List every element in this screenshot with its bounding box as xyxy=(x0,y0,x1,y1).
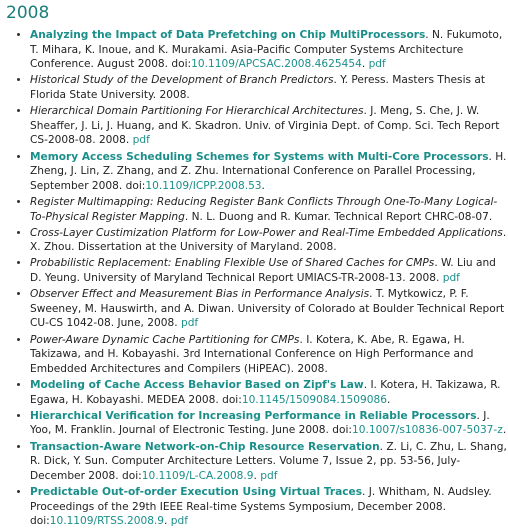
publication-title: Observer Effect and Measurement Bias in Performance Analysis xyxy=(30,288,370,301)
publication-details: . N. L. Duong and R. Kumar. Technical Report CHRC-08-07. xyxy=(184,210,493,223)
publication-item xyxy=(30,485,508,529)
doi-link[interactable]: 10.1109/RTSS.2008.9 xyxy=(49,515,165,528)
publication-item xyxy=(30,378,508,407)
publication-item xyxy=(30,104,508,148)
pdf-link[interactable]: pdf xyxy=(132,134,150,147)
publication-title-link[interactable]: Hierarchical Verification for Increasing Performance in Reliable Processors xyxy=(30,409,477,422)
publication-item xyxy=(30,150,508,194)
doi-suffix: . xyxy=(261,179,265,192)
publication-item xyxy=(30,333,508,377)
publication-title: Register Multimapping: Reducing Register Bank Conflicts Through One-To-Many Logical-To-Physical Register Mapping xyxy=(30,195,498,223)
publication-details: . J. Meng, S. Che, J. W. Sheaffer, J. Li, J. Huang, and K. Skadron. Univ. of Virginia Dept. of Comp. Sci. Tech Report CS-2008-08. 2008. xyxy=(30,105,500,147)
publication-details: . T. Mytkowicz, P. F. Sweeney, M. Hauswirth, and A. Diwan. University of Colorado at Boulder Technical Report CU-CS 1042-08. June, 2008. xyxy=(30,288,505,330)
doi-link[interactable]: 10.1109/L-CA.2008.9 xyxy=(141,469,254,482)
pdf-link[interactable]: pdf xyxy=(180,317,199,330)
publication-details: . W. Liu and D. Yeung. University of Maryland Technical Report UMIACS-TR-2008-13. 2008. xyxy=(30,257,496,285)
doi-suffix: . xyxy=(361,58,369,71)
doi-suffix: . xyxy=(386,393,391,406)
pdf-link[interactable]: pdf xyxy=(260,469,278,482)
publication-title-link[interactable]: Memory Access Scheduling Schemes for Systems with Multi-Core Processors xyxy=(30,150,489,163)
publication-details: . H. Zheng, J. Lin, Z. Zhang, and Z. Zhu. International Conference on Parallel Processing, September 2008. doi: xyxy=(30,150,507,192)
publication-title: Cross-Layer Custimization Platform for Low-Power and Real-Time Embedded Applications xyxy=(30,226,503,239)
publication-list xyxy=(16,28,508,530)
publication-item xyxy=(30,28,508,72)
doi-suffix: . xyxy=(253,469,261,482)
publication-item xyxy=(30,226,508,255)
publication-item xyxy=(30,195,508,224)
publication-details: . I. Kotera, K. Abe, R. Egawa, H. Takizawa, and H. Kobayashi. 3rd International Conference on High Performance and Embedded Architectures and Compilers (HiPEAC). 2008. xyxy=(30,333,474,375)
publication-title: Power-Aware Dynamic Cache Partitioning for CMPs xyxy=(30,333,300,346)
publication-title-link[interactable]: Analyzing the Impact of Data Prefetching on Chip MultiProcessors xyxy=(30,29,426,41)
publication-details: . I. Kotera, H. Takizawa, R. Egawa, H. Kobayashi. MEDEA 2008. doi: xyxy=(30,379,501,406)
doi-link[interactable]: 10.1007/s10836-007-5037-z xyxy=(352,424,503,437)
pdf-link[interactable]: pdf xyxy=(442,272,460,285)
doi-suffix: . xyxy=(164,515,171,528)
publication-details: . J. Whitham, N. Audsley. Proceedings of the 29th IEEE Real-time Systems Symposium, December 2008. doi: xyxy=(30,485,492,528)
doi-link[interactable]: 10.1145/1509084.1509086 xyxy=(241,393,387,406)
publication-details: . N. Fukumoto, T. Mihara, K. Inoue, and K. Murakami. Asia-Pacific Computer Systems Architecture Conference. August 2008. doi: xyxy=(30,29,503,71)
publication-title-link[interactable]: Predictable Out-of-order Execution Using Virtual Traces xyxy=(30,485,363,498)
publication-title: Historical Study of the Development of Branch Predictors xyxy=(30,74,334,87)
pdf-link[interactable]: pdf xyxy=(170,515,188,528)
publication-item xyxy=(30,287,508,331)
publication-title-link[interactable]: Transaction-Aware Network-on-Chip Resource Reservation xyxy=(30,440,380,453)
publication-item xyxy=(30,256,508,285)
year-heading: 2008 xyxy=(6,3,50,23)
doi-suffix: . xyxy=(502,424,507,437)
publication-details: . Y. Peress. Masters Thesis at Florida State University. 2008. xyxy=(30,74,486,101)
publication-item xyxy=(30,409,508,438)
publication-details: . Z. Li, C. Zhu, L. Shang, R. Dick, Y. Sun. Computer Architecture Letters. Volume 7, Issue 2, pp. 53-56, July-December 2008. doi: xyxy=(30,440,507,482)
doi-link[interactable]: 10.1109/ICPP.2008.53 xyxy=(145,179,262,192)
publication-title-link[interactable]: Modeling of Cache Access Behavior Based on Zipf's Law xyxy=(30,379,364,391)
publication-item xyxy=(30,73,508,102)
publication-details: . X. Zhou. Dissertation at the University of Maryland. 2008. xyxy=(30,226,507,254)
publication-details: . J. Yoo, M. Franklin. Journal of Electronic Testing. June 2008. doi: xyxy=(30,409,490,437)
publication-title: Probabilistic Replacement: Enabling Flexible Use of Shared Caches for CMPs xyxy=(30,257,435,270)
publication-title: Hierarchical Domain Partitioning For Hierarchical Architectures xyxy=(30,105,364,118)
pdf-link[interactable]: pdf xyxy=(368,58,386,71)
doi-link[interactable]: 10.1109/APCSAC.2008.4625454 xyxy=(191,58,362,71)
publication-item xyxy=(30,440,508,484)
